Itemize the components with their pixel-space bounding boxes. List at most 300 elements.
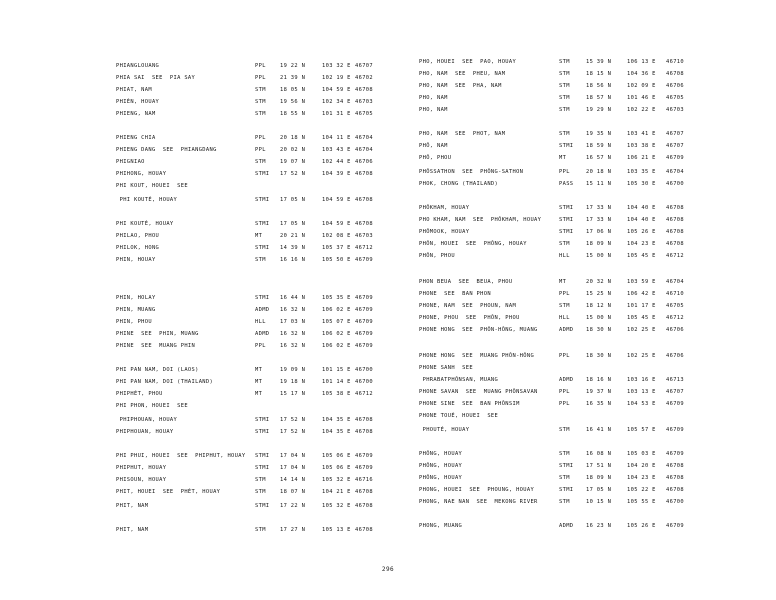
- entry-name: PHÔ, NAM: [419, 143, 448, 149]
- entry-name: PHÔN, PHOU: [419, 253, 455, 259]
- entry-lat: 21 39 N: [280, 75, 306, 81]
- entry-lat: 10 15 N: [586, 499, 612, 505]
- entry-lat: 15 00 N: [586, 315, 612, 321]
- entry-lon: 104 59 E: [322, 221, 351, 227]
- entry-lat: 15 25 N: [586, 291, 612, 297]
- entry-lat: 16 32 N: [280, 331, 306, 337]
- entry-name: PHI KOUTÉ, HOUAY: [116, 197, 178, 203]
- entry-code: STMI: [255, 245, 270, 251]
- entry-code: STM: [255, 111, 266, 117]
- entry-name: PHINE SEE PHIN, MUANG: [116, 331, 199, 337]
- entry-lat: 16 23 N: [586, 523, 612, 529]
- entry-lat: 17 05 N: [586, 487, 612, 493]
- entry-lat: 19 09 N: [280, 367, 306, 373]
- entry-code: STM: [559, 475, 570, 481]
- entry-lat: 14 39 N: [280, 245, 306, 251]
- entry-ref: 46700: [666, 499, 684, 505]
- entry-lat: 20 18 N: [280, 135, 306, 141]
- entry-lon: 105 32 E: [322, 477, 351, 483]
- entry-lon: 105 57 E: [627, 427, 656, 433]
- entry-lon: 105 37 E: [322, 245, 351, 251]
- entry-name: PHÔNG, HOUAY: [419, 463, 463, 469]
- entry-lon: 102 08 E: [322, 233, 351, 239]
- entry-ref: 46707: [355, 63, 373, 69]
- entry-ref: 46708: [666, 241, 684, 247]
- entry-code: STMI: [255, 171, 270, 177]
- entry-ref: 46712: [666, 315, 684, 321]
- entry-name: PHIHONG, HOUAY: [116, 171, 167, 177]
- entry-lat: 19 56 N: [280, 99, 306, 105]
- entry-lon: 104 39 E: [322, 171, 351, 177]
- entry-code: STMI: [255, 453, 270, 459]
- entry-lat: 18 15 N: [586, 71, 612, 77]
- entry-lon: 104 35 E: [322, 429, 351, 435]
- entry-lat: 17 05 N: [280, 221, 306, 227]
- entry-code: STMI: [255, 221, 270, 227]
- entry-ref: 46703: [355, 233, 373, 239]
- entry-name: PHONE SINE SEE BAN PHÔNSIM: [419, 401, 520, 407]
- entry-ref: 46709: [666, 523, 684, 529]
- entry-name: PHONE SAVAN SEE MUANG PHÔNSAVAN: [419, 389, 538, 395]
- entry-code: STM: [255, 159, 266, 165]
- entry-ref: 46709: [666, 451, 684, 457]
- entry-lon: 103 41 E: [627, 131, 656, 137]
- entry-lon: 104 23 E: [627, 241, 656, 247]
- entry-ref: 46705: [666, 303, 684, 309]
- entry-lon: 104 36 E: [627, 71, 656, 77]
- entry-name: PHIENG DANG SEE PHIANGDANG: [116, 147, 217, 153]
- entry-ref: 46708: [666, 217, 684, 223]
- entry-lat: 16 57 N: [586, 155, 612, 161]
- entry-ref: 46713: [666, 377, 684, 383]
- entry-ref: 46707: [666, 131, 684, 137]
- entry-lat: 20 32 N: [586, 279, 612, 285]
- entry-lat: 19 22 N: [280, 63, 306, 69]
- entry-ref: 46709: [355, 331, 373, 337]
- entry-lon: 104 40 E: [627, 205, 656, 211]
- entry-code: PPL: [559, 401, 570, 407]
- entry-lon: 102 25 E: [627, 327, 656, 333]
- entry-lon: 102 44 E: [322, 159, 351, 165]
- entry-code: STMI: [559, 143, 574, 149]
- entry-lat: 15 39 N: [586, 59, 612, 65]
- entry-code: STM: [559, 303, 570, 309]
- entry-ref: 46700: [666, 181, 684, 187]
- entry-lon: 106 13 E: [627, 59, 656, 65]
- entry-name: PHO, NAM: [419, 95, 448, 101]
- entry-lon: 101 31 E: [322, 111, 351, 117]
- entry-name: PHIT, HOUEI SEE PHÉT, HOUAY: [116, 489, 221, 495]
- entry-lon: 105 32 E: [322, 503, 351, 509]
- entry-lon: 103 38 E: [627, 143, 656, 149]
- entry-ref: 46708: [355, 87, 373, 93]
- entry-name: PHIGNIAO: [116, 159, 145, 165]
- entry-code: STM: [559, 451, 570, 457]
- entry-lat: 19 18 N: [280, 379, 306, 385]
- entry-ref: 46709: [666, 427, 684, 433]
- entry-ref: 46710: [666, 59, 684, 65]
- entry-lat: 18 59 N: [586, 143, 612, 149]
- entry-lat: 17 52 N: [280, 171, 306, 177]
- entry-lat: 15 00 N: [586, 253, 612, 259]
- entry-lon: 105 13 E: [322, 527, 351, 533]
- entry-ref: 46704: [355, 147, 373, 153]
- entry-code: STMI: [559, 217, 574, 223]
- entry-code: PPL: [559, 169, 570, 175]
- entry-name: PHONE HONG SEE PHÔN-HÔNG, MUANG: [419, 327, 538, 333]
- entry-lat: 17 05 N: [280, 197, 306, 203]
- entry-ref: 46708: [666, 463, 684, 469]
- entry-name: PHÔNG, HOUAY: [419, 475, 463, 481]
- entry-lat: 20 02 N: [280, 147, 306, 153]
- entry-lon: 104 59 E: [322, 197, 351, 203]
- entry-lat: 14 14 N: [280, 477, 306, 483]
- entry-lon: 105 45 E: [627, 253, 656, 259]
- entry-name: PHONE SEE BAN PHON: [419, 291, 491, 297]
- entry-name: PHIPHOUAN, HOUAY: [116, 429, 174, 435]
- entry-lat: 17 33 N: [586, 217, 612, 223]
- entry-name: PHIN, PHOU: [116, 319, 152, 325]
- entry-name: PHIN, MUANG: [116, 307, 156, 313]
- entry-code: STM: [255, 99, 266, 105]
- entry-lon: 103 32 E: [322, 63, 351, 69]
- entry-lon: 106 02 E: [322, 307, 351, 313]
- entry-lat: 19 35 N: [586, 131, 612, 137]
- entry-code: MT: [255, 367, 263, 373]
- entry-code: PPL: [559, 291, 570, 297]
- entry-lat: 20 21 N: [280, 233, 306, 239]
- entry-ref: 46708: [355, 527, 373, 533]
- entry-ref: 46709: [355, 453, 373, 459]
- entry-lon: 105 50 E: [322, 257, 351, 263]
- entry-ref: 46708: [666, 205, 684, 211]
- entry-code: ADMD: [559, 377, 574, 383]
- entry-name: PHO KHAM, NAM SEE PHÔKHAM, HOUAY: [419, 217, 542, 223]
- entry-name: PHI PAN NAM, DOI (THAILAND): [116, 379, 214, 385]
- entry-lon: 102 19 E: [322, 75, 351, 81]
- entry-ref: 46712: [355, 245, 373, 251]
- entry-lat: 18 16 N: [586, 377, 612, 383]
- entry-ref: 46708: [355, 489, 373, 495]
- entry-lat: 20 18 N: [586, 169, 612, 175]
- entry-code: STMI: [559, 463, 574, 469]
- entry-name: PHO, NAM: [419, 107, 448, 113]
- entry-lat: 16 35 N: [586, 401, 612, 407]
- entry-ref: 46703: [355, 99, 373, 105]
- entry-code: PPL: [559, 389, 570, 395]
- entry-code: ADMD: [255, 307, 270, 313]
- entry-lon: 104 20 E: [627, 463, 656, 469]
- entry-lon: 103 43 E: [322, 147, 351, 153]
- entry-lat: 17 03 N: [280, 319, 306, 325]
- entry-lat: 16 44 N: [280, 295, 306, 301]
- entry-ref: 46710: [666, 291, 684, 297]
- entry-ref: 46706: [666, 353, 684, 359]
- entry-lon: 104 23 E: [627, 475, 656, 481]
- entry-code: STM: [255, 489, 266, 495]
- entry-ref: 46708: [355, 197, 373, 203]
- entry-lon: 103 35 E: [627, 169, 656, 175]
- entry-ref: 46708: [355, 171, 373, 177]
- entry-name: PHÔ, PHOU: [419, 155, 452, 161]
- entry-name: PHÔSSATHON SEE PHÔNG-SATHON: [419, 169, 524, 175]
- entry-lat: 17 06 N: [586, 229, 612, 235]
- entry-name: PHIA SAI SEE PIA SAY: [116, 75, 196, 81]
- entry-name: PHIT, NAM: [116, 503, 149, 509]
- entry-name: PHONE, NAM SEE PHOUN, NAM: [419, 303, 517, 309]
- entry-code: STMI: [559, 229, 574, 235]
- entry-lon: 102 22 E: [627, 107, 656, 113]
- entry-name: PHIENG, NAM: [116, 111, 156, 117]
- entry-ref: 46707: [666, 389, 684, 395]
- entry-lat: 19 29 N: [586, 107, 612, 113]
- entry-name: PHO, NAM SEE PHA, NAM: [419, 83, 502, 89]
- entry-code: MT: [255, 379, 263, 385]
- entry-lon: 103 13 E: [627, 389, 656, 395]
- entry-ref: 46707: [666, 143, 684, 149]
- entry-lon: 104 35 E: [322, 417, 351, 423]
- entry-name: PHÔN, HOUEI SEE PHÔNG, HOUAY: [419, 241, 527, 247]
- entry-name: PHIPHÉT, PHOU: [116, 391, 163, 397]
- entry-lat: 18 30 N: [586, 353, 612, 359]
- entry-ref: 46712: [355, 391, 373, 397]
- entry-ref: 46706: [355, 159, 373, 165]
- entry-ref: 46709: [355, 319, 373, 325]
- entry-lat: 16 32 N: [280, 343, 306, 349]
- entry-code: STM: [559, 499, 570, 505]
- entry-lon: 101 14 E: [322, 379, 351, 385]
- entry-code: STM: [559, 241, 570, 247]
- entry-code: STM: [559, 59, 570, 65]
- entry-ref: 46709: [666, 155, 684, 161]
- entry-code: PPL: [255, 343, 266, 349]
- entry-lon: 102 09 E: [627, 83, 656, 89]
- entry-code: HLL: [559, 253, 570, 259]
- entry-code: STMI: [559, 487, 574, 493]
- entry-name: PHI PAN NAM, DOI (LAOS): [116, 367, 199, 373]
- entry-name: PHÔNG, HOUAY: [419, 451, 463, 457]
- entry-lat: 17 52 N: [280, 417, 306, 423]
- entry-lon: 105 26 E: [627, 523, 656, 529]
- entry-code: STMI: [255, 417, 270, 423]
- entry-code: PPL: [255, 63, 266, 69]
- entry-lat: 17 04 N: [280, 465, 306, 471]
- entry-lon: 105 03 E: [627, 451, 656, 457]
- entry-ref: 46704: [355, 135, 373, 141]
- entry-name: PHONE, PHOU SEE PHÔN, PHOU: [419, 315, 520, 321]
- entry-lat: 18 57 N: [586, 95, 612, 101]
- entry-name: PHINE SEE MUANG PHIN: [116, 343, 196, 349]
- entry-ref: 46708: [355, 221, 373, 227]
- entry-lon: 104 59 E: [322, 87, 351, 93]
- entry-name: PHONG, MUANG: [419, 523, 463, 529]
- entry-name: PHO, NAM SEE PHOT, NAM: [419, 131, 506, 137]
- entry-code: PPL: [255, 75, 266, 81]
- entry-lat: 19 07 N: [280, 159, 306, 165]
- entry-lat: 15 17 N: [280, 391, 306, 397]
- entry-code: PPL: [255, 135, 266, 141]
- entry-ref: 46708: [355, 429, 373, 435]
- entry-name: PHONE SANH SEE: [419, 365, 473, 371]
- entry-name: PHO, NAM SEE PHEU, NAM: [419, 71, 506, 77]
- entry-lat: 18 05 N: [280, 87, 306, 93]
- entry-name: PHONG, HOUEI SEE PHOUNG, HOUAY: [419, 487, 535, 493]
- entry-lon: 103 16 E: [627, 377, 656, 383]
- entry-lon: 106 02 E: [322, 343, 351, 349]
- entry-ref: 46705: [666, 95, 684, 101]
- entry-ref: 46709: [355, 307, 373, 313]
- entry-lat: 19 37 N: [586, 389, 612, 395]
- entry-name: PHIAT, NAM: [116, 87, 152, 93]
- entry-name: PHIT, NAM: [116, 527, 149, 533]
- entry-name: PHI KOUT, HOUEI SEE: [116, 183, 188, 189]
- entry-ref: 46709: [355, 257, 373, 263]
- entry-code: STM: [255, 257, 266, 263]
- entry-name: PHILOK, HONG: [116, 245, 160, 251]
- entry-ref: 46702: [355, 75, 373, 81]
- entry-name: PHÔKHAM, HOUAY: [419, 205, 470, 211]
- entry-lat: 18 07 N: [280, 489, 306, 495]
- entry-ref: 46704: [666, 279, 684, 285]
- entry-code: PPL: [255, 147, 266, 153]
- entry-ref: 46706: [666, 83, 684, 89]
- entry-lon: 103 59 E: [627, 279, 656, 285]
- entry-ref: 46708: [666, 229, 684, 235]
- entry-code: STM: [559, 83, 570, 89]
- entry-name: PHI KOUTÉ, HOUAY: [116, 221, 174, 227]
- entry-code: ADMD: [559, 523, 574, 529]
- entry-ref: 46709: [666, 401, 684, 407]
- entry-lat: 18 12 N: [586, 303, 612, 309]
- entry-code: HLL: [559, 315, 570, 321]
- entry-code: STM: [255, 477, 266, 483]
- entry-code: PASS: [559, 181, 574, 187]
- entry-lon: 104 21 E: [322, 489, 351, 495]
- entry-name: PHILAO, PHOU: [116, 233, 160, 239]
- entry-lat: 17 52 N: [280, 429, 306, 435]
- entry-name: PHIN, HOLAY: [116, 295, 156, 301]
- entry-name: PHOK, CHONG (THAILAND): [419, 181, 499, 187]
- entry-lat: 18 09 N: [586, 475, 612, 481]
- page-number: 296: [381, 566, 395, 573]
- entry-lat: 18 55 N: [280, 111, 306, 117]
- entry-code: STM: [559, 107, 570, 113]
- entry-lat: 16 16 N: [280, 257, 306, 263]
- entry-code: STM: [255, 527, 266, 533]
- entry-code: STMI: [255, 429, 270, 435]
- entry-name: PHONE HONG SEE MUANG PHÔN-HÔNG: [419, 353, 535, 359]
- entry-code: STM: [255, 87, 266, 93]
- entry-ref: 46705: [355, 111, 373, 117]
- entry-code: STMI: [255, 295, 270, 301]
- entry-lon: 106 02 E: [322, 331, 351, 337]
- entry-name: PHIÈN, HOUAY: [116, 99, 160, 105]
- entry-ref: 46709: [355, 465, 373, 471]
- entry-lon: 105 07 E: [322, 319, 351, 325]
- entry-name: PHON BEUA SEE BEUA, PHOU: [419, 279, 513, 285]
- entry-name: PHISOUN, HOUAY: [116, 477, 167, 483]
- entry-lon: 101 15 E: [322, 367, 351, 373]
- entry-ref: 46708: [355, 417, 373, 423]
- entry-name: PHIANGLOUANG: [116, 63, 160, 69]
- entry-code: STMI: [559, 205, 574, 211]
- entry-ref: 46716: [355, 477, 373, 483]
- entry-code: MT: [255, 233, 263, 239]
- entry-code: ADMD: [255, 331, 270, 337]
- entry-name: PHI PHUI, HOUEI SEE PHIPHUT, HOUAY: [116, 453, 246, 459]
- entry-lat: 18 30 N: [586, 327, 612, 333]
- entry-lon: 102 34 E: [322, 99, 351, 105]
- entry-lat: 15 11 N: [586, 181, 612, 187]
- entry-lon: 104 11 E: [322, 135, 351, 141]
- entry-ref: 46709: [355, 295, 373, 301]
- entry-lon: 105 55 E: [627, 499, 656, 505]
- entry-name: PHIPHUT, HOUAY: [116, 465, 167, 471]
- entry-lat: 18 56 N: [586, 83, 612, 89]
- entry-code: STM: [559, 71, 570, 77]
- entry-lon: 105 26 E: [627, 229, 656, 235]
- entry-name: PHIPHOUAN, HOUAY: [116, 417, 178, 423]
- entry-ref: 46706: [666, 327, 684, 333]
- entry-ref: 46703: [666, 107, 684, 113]
- entry-code: STMI: [255, 197, 270, 203]
- entry-lon: 102 25 E: [627, 353, 656, 359]
- entry-code: STMI: [255, 503, 270, 509]
- entry-code: STM: [559, 427, 570, 433]
- entry-lat: 16 08 N: [586, 451, 612, 457]
- entry-name: PHONE TOUÉ, HOUEI SEE: [419, 413, 499, 419]
- entry-ref: 46709: [355, 343, 373, 349]
- entry-name: PHO, HOUEI SEE PAO, HOUAY: [419, 59, 517, 65]
- entry-code: STMI: [255, 465, 270, 471]
- entry-ref: 46704: [666, 169, 684, 175]
- entry-lon: 105 06 E: [322, 453, 351, 459]
- entry-lat: 17 33 N: [586, 205, 612, 211]
- entry-lon: 105 22 E: [627, 487, 656, 493]
- entry-ref: 46700: [355, 367, 373, 373]
- entry-code: STM: [559, 95, 570, 101]
- entry-ref: 46708: [666, 475, 684, 481]
- entry-ref: 46708: [355, 503, 373, 509]
- entry-name: PHI PHON, HOUEI SEE: [116, 403, 188, 409]
- entry-lat: 17 51 N: [586, 463, 612, 469]
- entry-lon: 101 17 E: [627, 303, 656, 309]
- entry-lon: 106 21 E: [627, 155, 656, 161]
- entry-code: STM: [559, 131, 570, 137]
- entry-lon: 105 30 E: [627, 181, 656, 187]
- entry-name: PHIENG CHIA: [116, 135, 156, 141]
- entry-ref: 46708: [666, 487, 684, 493]
- entry-name: PHIN, HOUAY: [116, 257, 156, 263]
- entry-lon: 105 38 E: [322, 391, 351, 397]
- entry-ref: 46712: [666, 253, 684, 259]
- entry-code: MT: [559, 279, 567, 285]
- entry-lon: 101 46 E: [627, 95, 656, 101]
- entry-name: PHÔMOOK, HOUAY: [419, 229, 470, 235]
- entry-code: ADMD: [559, 327, 574, 333]
- entry-code: MT: [255, 391, 263, 397]
- entry-lat: 16 41 N: [586, 427, 612, 433]
- entry-ref: 46700: [355, 379, 373, 385]
- entry-lon: 105 45 E: [627, 315, 656, 321]
- entry-lon: 104 40 E: [627, 217, 656, 223]
- entry-lon: 105 35 E: [322, 295, 351, 301]
- entry-name: PHRABATPHÔNSAN, MUANG: [419, 377, 499, 383]
- entry-lat: 17 22 N: [280, 503, 306, 509]
- entry-lon: 105 06 E: [322, 465, 351, 471]
- entry-lon: 106 42 E: [627, 291, 656, 297]
- entry-lon: 104 53 E: [627, 401, 656, 407]
